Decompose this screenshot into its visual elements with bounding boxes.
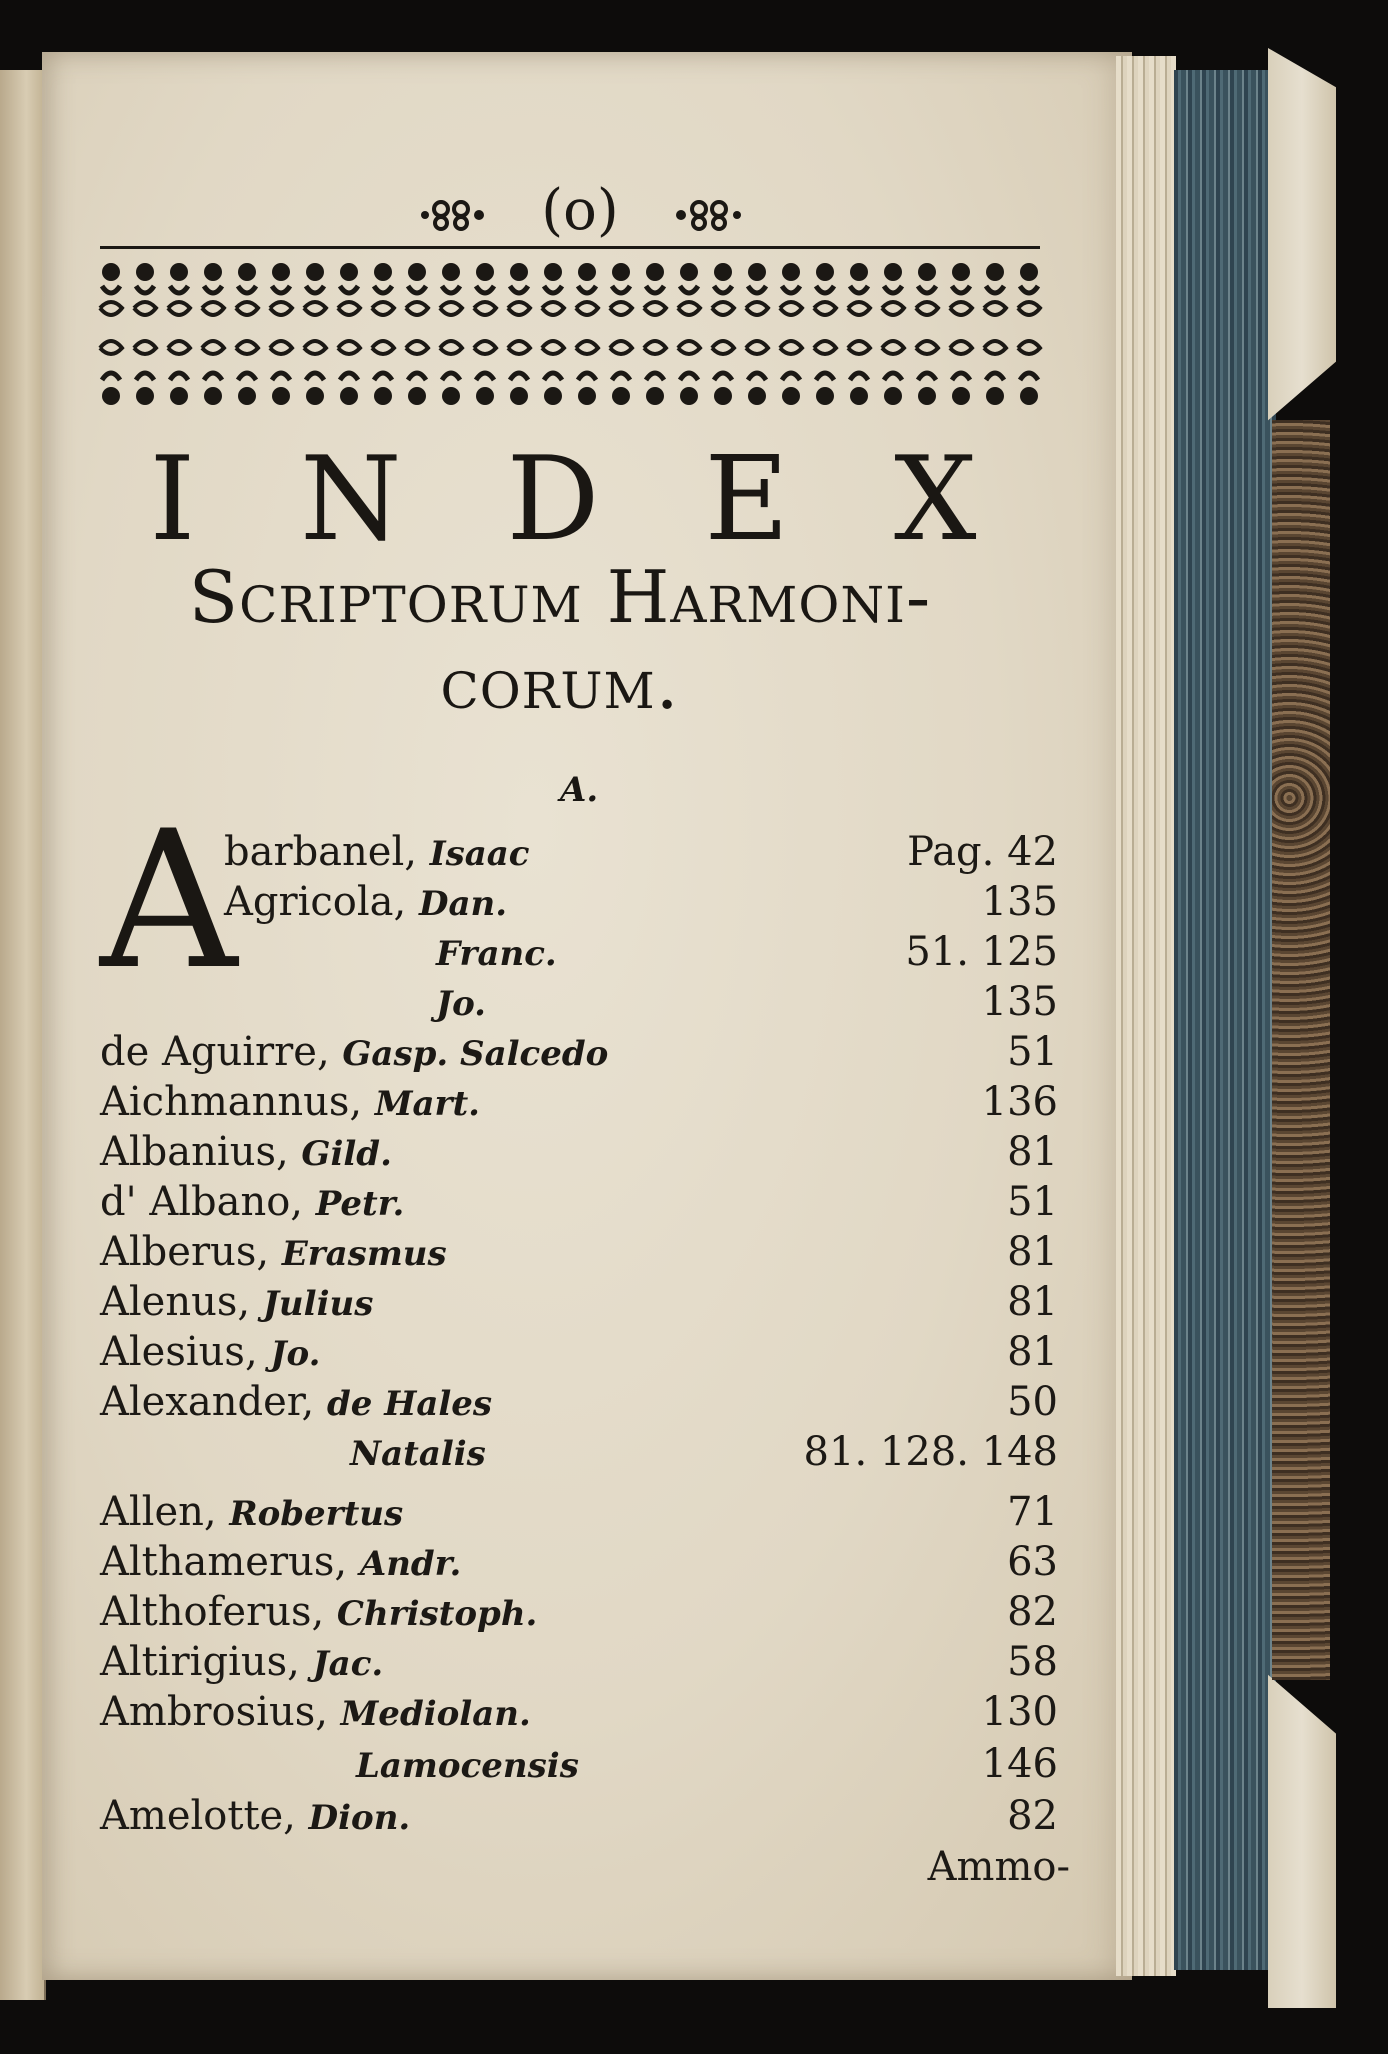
index-subtitle [130, 554, 990, 727]
entry-pages: 135 [981, 979, 1058, 1025]
subtitle-line-2: corum. [440, 641, 680, 726]
subtitle-line-1: Scriptorum Harmoni- [188, 555, 932, 639]
entry-pages: 81 [1007, 1329, 1058, 1375]
entry-pages: 63 [1007, 1539, 1058, 1585]
entry-pages: 82 [1007, 1793, 1058, 1839]
entry-pages: 51 [1007, 1029, 1058, 1075]
index-entry: Alexander, de Hales [100, 1379, 493, 1425]
index-entry: Jo. [436, 984, 487, 1024]
entry-pages: 146 [981, 1741, 1058, 1787]
drop-capital: A [100, 790, 238, 1011]
folio-mark: (o) [541, 178, 619, 243]
index-entry: Aichmannus, Mart. [100, 1079, 480, 1125]
index-entry: Agricola, Dan. [224, 879, 508, 925]
entry-pages: 81 [1007, 1229, 1058, 1275]
index-entry: d' Albano, Petr. [100, 1179, 405, 1225]
index-entry: Althamerus, Andr. [100, 1539, 462, 1585]
entry-pages: 71 [1007, 1489, 1058, 1535]
entry-pages: 130 [981, 1689, 1058, 1735]
running-head [0, 178, 1160, 243]
entry-pages: 51 [1007, 1179, 1058, 1225]
header-rule [100, 246, 1040, 249]
index-entry: Franc. [436, 934, 557, 974]
entry-pages: 58 [1007, 1639, 1058, 1685]
fleuron-left-icon [415, 197, 489, 233]
index-entry: Althoferus, Christoph. [100, 1589, 538, 1635]
catchword: Ammo- [927, 1844, 1070, 1890]
index-entry: Altirigius, Jac. [100, 1639, 384, 1685]
fleuron-right-icon [671, 197, 745, 233]
page-stack-edge [1116, 56, 1176, 1976]
index-entry: de Aguirre, Gasp. Salcedo [100, 1029, 609, 1075]
index-entry: barbanel, Isaac [224, 829, 530, 875]
entry-pages: 81. 128. 148 [803, 1429, 1058, 1475]
marbled-binding [1272, 420, 1330, 1680]
index-entry: Alenus, Julius [100, 1279, 374, 1325]
left-page-edge [0, 70, 46, 2000]
index-entry: Alesius, Jo. [100, 1329, 321, 1375]
index-entry: Amelotte, Dion. [100, 1793, 411, 1839]
entry-pages: 135 [981, 879, 1058, 925]
index-entry: Alberus, Erasmus [100, 1229, 447, 1275]
colored-fore-edge [1174, 70, 1276, 1970]
entry-pages: 50 [1007, 1379, 1058, 1425]
ornamental-band-icon [94, 256, 1046, 416]
entry-pages: 136 [981, 1079, 1058, 1125]
entry-pages: 51. 125 [905, 929, 1058, 975]
entry-pages: 81 [1007, 1129, 1058, 1175]
entry-pages: 81 [1007, 1279, 1058, 1325]
index-entry: Natalis [350, 1434, 486, 1474]
index-title: I N D E X [149, 432, 1011, 567]
entry-pages: Pag. 42 [907, 829, 1058, 875]
section-letter: A. [560, 770, 599, 810]
index-entry: Albanius, Gild. [100, 1129, 392, 1175]
index-entry: Ambrosius, Mediolan. [100, 1689, 531, 1735]
index-entry: Allen, Robertus [100, 1489, 404, 1535]
index-entry: Lamocensis [356, 1746, 579, 1786]
entry-pages: 82 [1007, 1589, 1058, 1635]
